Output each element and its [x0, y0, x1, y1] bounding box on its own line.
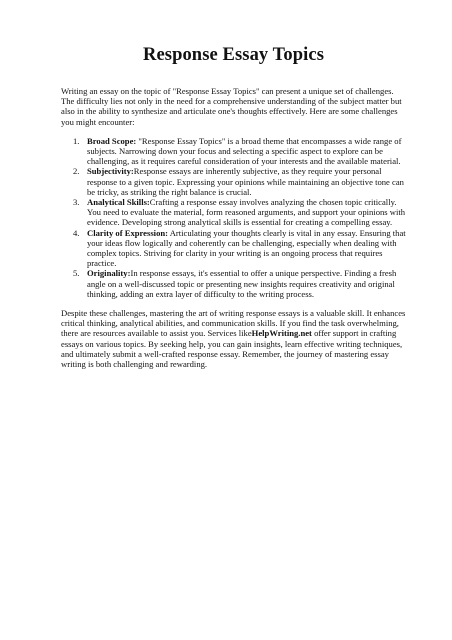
intro-paragraph: Writing an essay on the topic of "Response Essay Topics" can present a unique set of challenges. The difficulty lies not only in the need for a comprehensive understanding of the subject matter but also in the ability to synthesize and articulate one's thoughts effectively. Here are some challenges you might encounter:: [61, 86, 402, 127]
list-item-term: Analytical Skills:: [87, 197, 150, 208]
list-item-text: Crafting a response essay involves analyzing the chosen topic critically. You need to evaluate the material, form reasoned arguments, and support your opinions with evidence. Developing strong analytical skills is essential for creating a compelling essay.: [87, 197, 406, 228]
list-item-term: Clarity of Expression:: [87, 227, 169, 238]
list-item: [61, 166, 406, 197]
list-item-term: Originality:: [87, 268, 131, 279]
list-item-term: Broad Scope:: [87, 135, 137, 146]
list-item-number: 5.: [73, 268, 80, 279]
list-item-text: Response essays are inherently subjective, as they require your personal response to a given topic. Expressing your opinions while maintaining an objective tone can be tricky, as striking the right balance is crucial.: [87, 166, 404, 197]
list-item-number: 3.: [73, 197, 80, 208]
list-item-number: 2.: [73, 166, 80, 177]
list-item-number: 4.: [73, 227, 80, 238]
list-item: [61, 197, 406, 228]
list-item: [61, 136, 406, 167]
challenges-list: [61, 136, 406, 299]
page-title: Response Essay Topics: [143, 45, 324, 65]
list-item-term: Subjectivity:: [87, 166, 134, 177]
closing-text-start: Despite these challenges, mastering the art of writing response essays is a valuable skill. It enhances critical thinking, analytical abilities, and communication skills. If you find the task overwhelming, there are resources available to assist you. Services like: [61, 308, 406, 339]
list-item: [61, 268, 406, 299]
helpwriting-link[interactable]: HelpWriting.net: [251, 328, 312, 339]
closing-paragraph: [61, 308, 406, 369]
closing-text-end: offer support in crafting essays on various topics. By seeking help, you can gain insights, learn effective writing techniques, and ultimately submit a well-crafted response essay. Remember, the journey of mastering essay writing is both challenging and rewarding.: [61, 328, 403, 370]
list-item: [61, 228, 406, 269]
list-item-text: "Response Essay Topics" is a broad theme that encompasses a wide range of subjects. Narrowing down your focus and selecting a specific aspect to explore can be challenging, as it requires careful consideration of your interests and the available material.: [87, 135, 402, 167]
list-item-number: 1.: [73, 135, 80, 146]
list-item-text: Articulating your thoughts clearly is vital in any essay. Ensuring that your ideas flow logically and coherently can be challenging, especially when dealing with complex topics. Striving for clarity in your writing is an ongoing process that requires practice.: [87, 227, 406, 269]
list-item-text: In response essays, it's essential to offer a unique perspective. Finding a fresh angle on a well-discussed topic or presenting new insights requires creativity and original thinking, adding an extra layer of difficulty to the writing process.: [87, 268, 397, 299]
